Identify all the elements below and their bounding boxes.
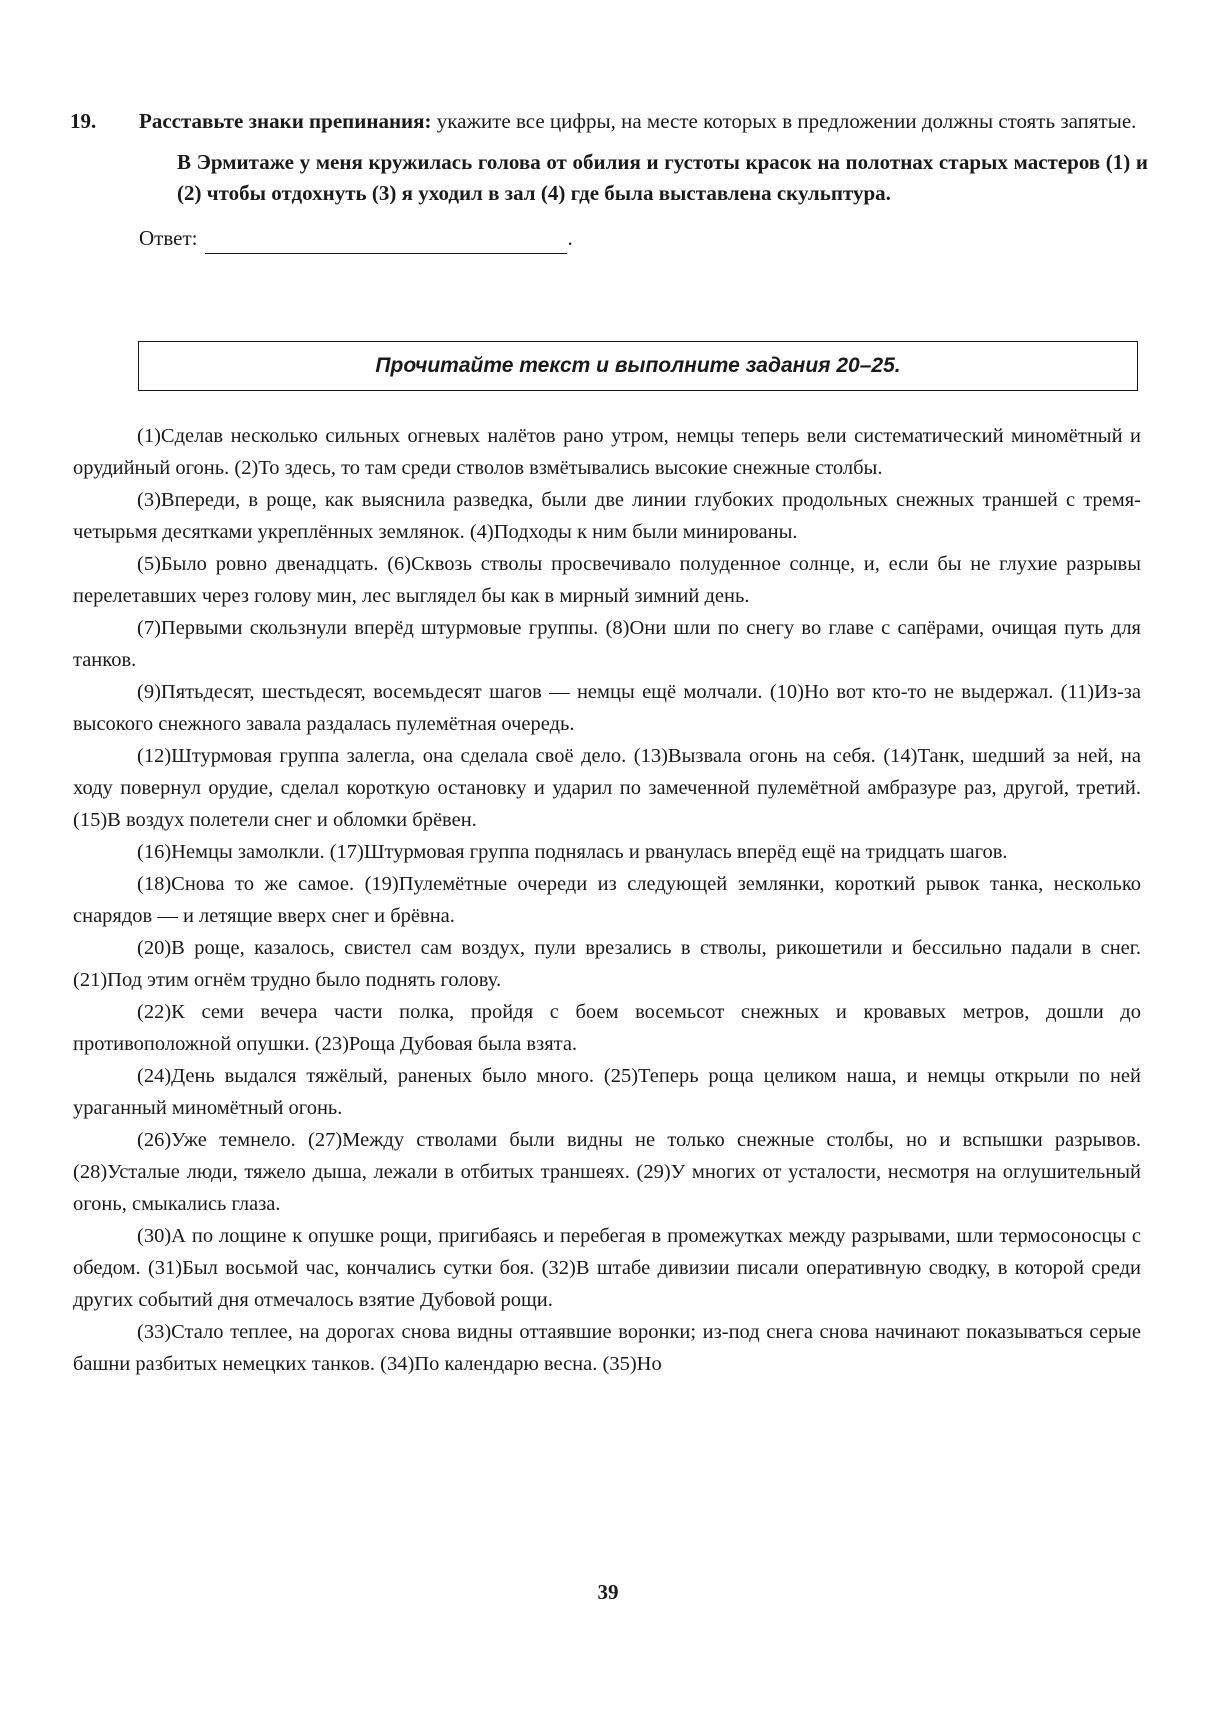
text-paragraph: (30)А по лощине к опушке рощи, пригибаясь и перебегая в промежутках между разрывами, шли термосоносцы с обедом. (31)Был восьмой час, кончались сутки боя. (32)В штабе дивизии писали оперативную сводку, в которой среди других событий дня отмечалось взятие Дубовой рощи. (73, 1225, 1141, 1311)
task-instruction (139, 106, 1148, 137)
text-paragraph: (18)Снова то же самое. (19)Пулемётные очереди из следующей землянки, короткий рывок танка, несколько снарядов — и летящие вверх снег и брёвна. (73, 873, 1141, 927)
text-paragraph: (33)Стало теплее, на дорогах снова видны оттаявшие воронки; из-под снега снова начинают показываться серые башни разбитых немецких танков. (34)По календарю весна. (35)Но (73, 1321, 1141, 1375)
task-body (139, 106, 1148, 254)
answer-field[interactable] (205, 231, 567, 254)
answer-dot: . (567, 226, 573, 250)
text-paragraph: (20)В роще, казалось, свистел сам воздух, пули врезались в стволы, рикошетили и бессильно падали в снег. (21)Под этим огнём трудно было поднять голову. (73, 937, 1141, 991)
text-paragraph: (5)Было ровно двенадцать. (6)Сквозь стволы просвечивало полуденное солнце, и, если бы не глухие разрывы перелетавших через голову мин, лес выглядел бы как в мирный зимний день. (73, 553, 1141, 607)
text-paragraph: (24)День выдался тяжёлый, раненых было много. (25)Теперь роща целиком наша, и немцы открыли по ней ураганный миномётный огонь. (73, 1065, 1141, 1119)
task-instruction-bold: Расставьте знаки препинания: (139, 109, 432, 133)
text-paragraph: (22)К семи вечера части полка, пройдя с боем восемьсот снежных и кровавых метров, дошли до противоположной опушки. (23)Роща Дубовая была взята. (73, 1001, 1141, 1055)
banner-text: Прочитайте текст и выполните задания 20–25. (375, 354, 901, 377)
text-paragraph: (26)Уже темнело. (27)Между стволами были видны не только снежные столбы, но и вспышки разрывов. (28)Усталые люди, тяжело дыша, лежали в отбитых траншеях. (29)У многих от усталости, несмотря на оглушительный огонь, смыкались глаза. (73, 1129, 1141, 1215)
page-number: 39 (597, 1580, 619, 1604)
task-19 (70, 106, 1148, 254)
text-paragraph: (3)Впереди, в роще, как выяснила разведка, были две линии глубоких продольных снежных траншей с тремя-четырьмя десятками укреплённых землянок. (4)Подходы к ним были минированы. (73, 489, 1141, 543)
text-paragraph: (9)Пятьдесят, шестьдесят, восемьдесят шагов — немцы ещё молчали. (10)Но вот кто-то не выдержал. (11)Из-за высокого снежного завала раздалась пулемётная очередь. (73, 681, 1141, 735)
text-paragraph: (1)Сделав несколько сильных огневых налётов рано утром, немцы теперь вели систематический миномётный и орудийный огонь. (2)То здесь, то там среди стволов взмётывались высокие снежные столбы. (73, 425, 1141, 479)
text-paragraph: (7)Первыми скользнули вперёд штурмовые группы. (8)Они шли по снегу во главе с сапёрами, очищая путь для танков. (73, 617, 1141, 671)
task-instruction-rest: укажите все цифры, на месте которых в предложении должны стоять запятые. (431, 109, 1137, 133)
instruction-banner (138, 341, 1138, 391)
text-paragraph: (16)Немцы замолкли. (17)Штурмовая группа поднялась и рванулась вперёд ещё на тридцать шагов. (137, 841, 1008, 863)
task-number: 19. (70, 109, 97, 133)
reading-text (73, 420, 1141, 1380)
task-sentence: В Эрмитаже у меня кружилась голова от обилия и густоты красок на полотнах старых мастеров (1) и (2) чтобы отдохнуть (3) я уходил в зал (4) где была выставлена скульптура. (177, 150, 1148, 205)
text-paragraph: (12)Штурмовая группа залегла, она сделала своё дело. (13)Вызвала огонь на себя. (14)Танк, шедший за ней, на ходу повернул орудие, сделал короткую остановку и ударил по замеченной пулемётной амбразуре раз, другой, третий. (15)В воздух полетели снег и обломки брёвен. (73, 745, 1141, 831)
answer-label: Ответ: (139, 226, 198, 250)
answer-row (139, 223, 1148, 254)
